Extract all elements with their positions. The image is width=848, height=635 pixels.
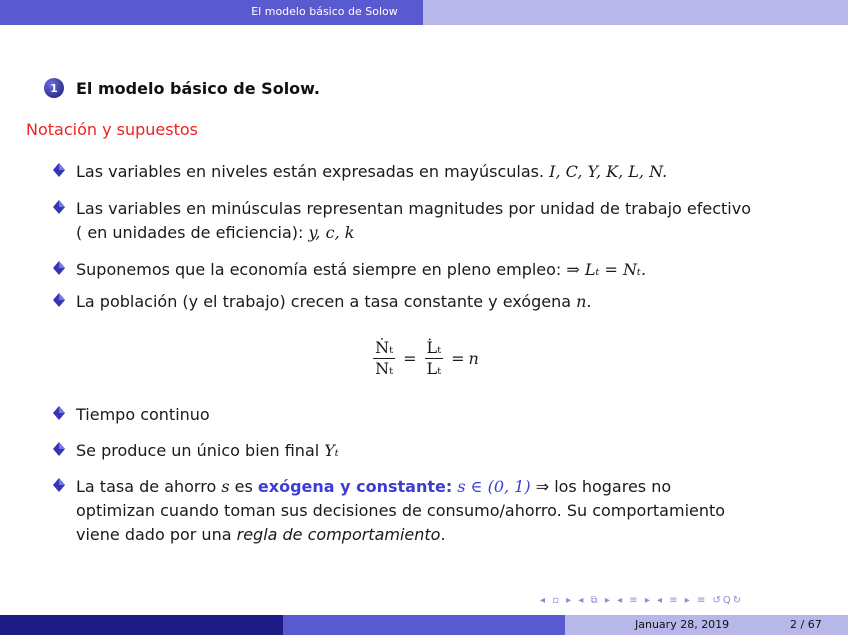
bullet-text: ⇒ los hogares no	[530, 477, 672, 496]
bullet-icon	[52, 258, 76, 282]
section-number-badge: 1	[44, 78, 64, 98]
highlight-text: exógena y constante:	[257, 477, 453, 496]
bullet-item	[52, 258, 646, 282]
highlight-math: s ∈ (0, 1)	[457, 477, 531, 496]
bullet-math: s	[221, 477, 230, 496]
fraction-l	[425, 338, 444, 379]
bullet-icon	[52, 197, 76, 245]
footer-page-number: 2 / 67	[790, 618, 822, 631]
footer-date: January 28, 2019	[635, 618, 730, 631]
bullet-text-line3: viene dado por una	[76, 525, 237, 544]
block-title: Notación y supuestos	[26, 120, 198, 139]
bullet-math: n.	[576, 292, 592, 311]
bullet-item	[52, 439, 339, 463]
header-title[interactable]: El modelo básico de Solow	[251, 5, 398, 18]
bullet-item	[52, 403, 210, 427]
bullet-text: La tasa de ahorro	[76, 477, 222, 496]
bullet-text: La población (y el trabajo) crecen a tasa constante y exógena	[76, 292, 577, 311]
bullet-text-line2: optimizan cuando toman sus decisiones de consumo/ahorro. Su comportamiento	[76, 501, 726, 520]
bullet-text: es	[229, 477, 258, 496]
header-bar-left	[0, 0, 423, 25]
fraction-n	[373, 338, 395, 379]
equals-sign: =	[451, 349, 465, 368]
bullet-item	[52, 290, 591, 314]
bullet-text: Se produce un único bien final	[76, 441, 325, 460]
footer-bar	[0, 615, 848, 635]
fraction-denominator: Lₜ	[426, 359, 442, 378]
bullet-text-line1: Las variables en minúsculas representan magnitudes por unidad de trabajo efectivo	[76, 199, 751, 218]
fraction-denominator: Nₜ	[375, 359, 394, 378]
footer-segment-middle	[283, 615, 565, 635]
equation-rhs: n	[468, 349, 479, 368]
bullet-text: Suponemos que la economía está siempre en pleno empleo:	[76, 260, 567, 279]
bullet-icon	[52, 439, 76, 463]
bullet-math: ⇒ Lₜ = Nₜ.	[566, 260, 647, 279]
bullet-text-line2: ( en unidades de eficiencia):	[76, 223, 309, 242]
section-title: El modelo básico de Solow.	[76, 78, 321, 98]
bullet-item	[52, 475, 725, 547]
bullet-math: I, C, Y, K, L, N.	[549, 162, 668, 181]
bullet-icon	[52, 290, 76, 314]
bullet-icon	[52, 160, 76, 184]
header-bar	[0, 0, 848, 25]
bullet-item	[52, 197, 751, 245]
beamer-navigation-icons[interactable]: ◂ ▫ ▸ ◂ ⧉ ▸ ◂ ≡ ▸ ◂ ≡ ▸ ≡ ↺Q↻	[540, 595, 744, 606]
bullet-text: Las variables en niveles están expresadas en mayúsculas.	[76, 162, 550, 181]
bullet-item	[52, 160, 667, 184]
equals-sign: =	[403, 349, 417, 368]
fraction-numerator: Ṅₜ	[375, 338, 394, 357]
bullet-icon	[52, 475, 76, 547]
fraction-numerator: L̇ₜ	[426, 338, 442, 357]
bullet-icon	[52, 403, 76, 427]
bullet-math: y, c, k	[308, 223, 355, 242]
footer-segment-left	[0, 615, 283, 635]
bullet-math: Yₜ	[324, 441, 339, 460]
section-heading	[44, 78, 320, 98]
bullet-text: Tiempo continuo	[76, 405, 210, 424]
header-bar-right	[423, 0, 848, 25]
growth-equation	[0, 338, 848, 379]
bullet-text: .	[440, 525, 446, 544]
emphasis-text: regla de comportamiento	[236, 525, 441, 544]
